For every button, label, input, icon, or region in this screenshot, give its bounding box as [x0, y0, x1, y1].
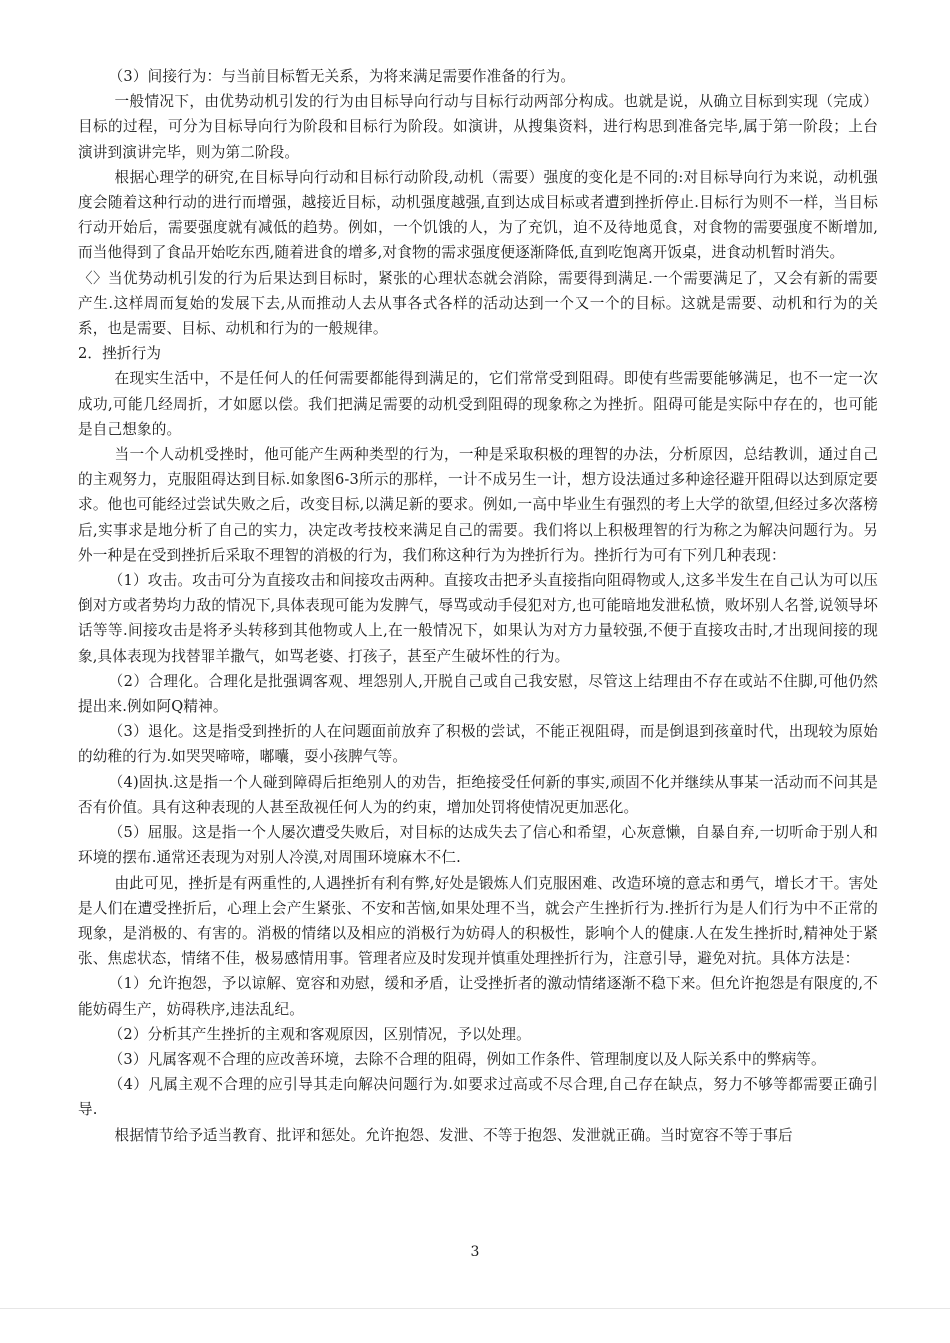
paragraph: （1）攻击。攻击可分为直接攻击和间接攻击两种。直接攻击把矛头直接指向阻碍物或人,这多半发生在自己认为可以压倒对方或者势均力敌的情况下,具体表现可能为发脾气，辱骂或动手侵犯对方,也可能暗地发泄私愤，败坏别人名誉,说领导坏话等等.间接攻击是将矛头转移到其他物或人上,在一般情况下，如果认为对方力量较强,不便于直接攻击时,才出现间接的现象,具体表现为找替罪羊撒气，如骂老婆、打孩子，甚至产生破坏性的行为。: [78, 572, 878, 665]
paragraph: 根据情节给予适当教育、批评和惩处。允许抱怨、发泄、不等于抱怨、发泄就正确。当时宽容不等于事后: [114, 1126, 793, 1144]
paragraph: 由此可见，挫折是有两重性的,人遇挫折有利有弊,好处是锻炼人们克服困难、改造环境的意志和勇气，增长才干。害处是人们在遭受挫折后，心理上会产生紧张、不安和苦恼,如果处理不当，就会产生挫折行为.挫折行为是人们行为中不正常的现象，是消极的、有害的。消极的情绪以及相应的消极行为妨碍人的积极性，影响个人的健康.人在发生挫折时,精神处于紧张、焦虑状态，情绪不佳，极易感情用事。管理者应及时发现并慎重处理挫折行为，注意引导，避免对抗。具体方法是：: [78, 874, 878, 968]
page-bottom-divider: [0, 1308, 950, 1309]
page-number: 3: [470, 1244, 480, 1260]
paragraph: （3）间接行为：与当前目标暂无关系，为将来满足需要作准备的行为。: [108, 68, 576, 85]
paragraph: （4）凡属主观不合理的应引导其走向解决问题行为.如要求过高或不尽合理,自己存在缺点，努力不够等都需要正确引导.: [78, 1076, 878, 1119]
paragraph: 〈〉当优势动机引发的行为后果达到目标时，紧张的心理状态就会消除，需要得到满足.一个需要满足了，又会有新的需要产生.这样周而复始的发展下去,从而推动人去从事各式各样的活动达到一个又一个的目标。这就是需要、动机和行为的关系，也是需要、目标、动机和行为的一般规律。: [78, 269, 878, 338]
paragraph: 一般情况下，由优势动机引发的行为由目标导向行动与目标行动两部分构成。也就是说，从确立目标到实现（完成）目标的过程，可分为目标导向行为阶段和目标行为阶段。如演讲，从搜集资料，进行构思到准备完毕,属于第一阶段；上台演讲到演讲完毕，则为第二阶段。: [78, 93, 878, 161]
paragraph: （3）凡属客观不合理的应改善环境，去除不合理的阻碍，例如工作条件、管理制度以及人际关系中的弊病等。: [108, 1050, 826, 1068]
paragraph: （5）屈服。这是指一个人屡次遭受失败后，对目标的达成失去了信心和希望，心灰意懒，自暴自弃,一切听命于别人和环境的摆布.通常还表现为对别人冷漠,对周围环境麻木不仁.: [78, 824, 878, 867]
paragraph: 当一个人动机受挫时，他可能产生两种类型的行为，一种是采取积极的理智的办法，分析原因，总结教训，通过自己的主观努力，克服阻碍达到目标.如象图6-3所示的那样，一计不成另生一计，想方设法通过多种途径避开阻碍以达到原定要求。他也可能经过尝试失败之后，改变目标,以满足新的要求。例如,一高中毕业生有强烈的考上大学的欲望,但经过多次落榜后,实事求是地分析了自己的实力，决定改考技校来满足自己的需要。我们将以上积极理智的行为称之为解决问题行为。另外一种是在受到挫折后采取不理智的消极的行为，我们称这种行为为挫折行为。挫折行为可有下列几种表现：: [78, 446, 878, 564]
paragraph: 根据心理学的研究,在目标导向行动和目标行动阶段,动机（需要）强度的变化是不同的:对目标导向行为来说，动机强度会随着这种行动的进行而增强，越接近目标，动机强度越强,直到达成目标或者遭到挫折停止.目标行为则不一样，当目标行动开始后，需要强度就有减低的趋势。例如，一个饥饿的人，为了充饥，迫不及待地觅食，对食物的需要强度不断增加,而当他得到了食品开始吃东西,随着进食的增多,对食物的需求强度便逐渐降低,直到吃饱离开饭桌，进食动机暂时消失。: [78, 168, 878, 262]
paragraph: （4)固执.这是指一个人碰到障碍后拒绝别人的劝告，拒绝接受任何新的事实,顽固不化并继续从事某一活动而不问其是否有价值。具有这种表现的人甚至敌视任何人为的约束，增加处罚将使情况更加恶化。: [78, 773, 878, 816]
document-body: [78, 64, 878, 1148]
paragraph: （2）合理化。合理化是批强调客观、埋怨别人,开脱自己或自己我安慰，尽管这上结理由不存在或站不住脚,可他仍然提出来.例如阿Q精神。: [78, 672, 878, 716]
paragraph: （2）分析其产生挫折的主观和客观原因，区别情况，予以处理。: [108, 1025, 531, 1043]
paragraph: 2．挫折行为: [78, 345, 162, 363]
paragraph: （1）允许抱怨，予以谅解、宽容和劝慰，缓和矛盾，让受挫折者的激动情绪逐渐不稳下来。但允许抱怨是有限度的,不能妨碍生产，妨碍秩序,违法乱纪。: [78, 975, 878, 1018]
paragraph: （3）退化。这是指受到挫折的人在问题面前放弃了积极的尝试，不能正视阻碍，而是倒退到孩童时代，出现较为原始的幼稚的行为.如哭哭啼啼，嘟囔，耍小孩脾气等。: [78, 723, 878, 766]
paragraph: 在现实生活中，不是任何人的任何需要都能得到满足的，它们常常受到阻碍。即使有些需要能够满足，也不一定一次成功,可能几经周折，才如愿以偿。我们把满足需要的动机受到阻碍的现象称之为挫折。阻碍可能是实际中存在的，也可能是自己想象的。: [78, 370, 878, 438]
